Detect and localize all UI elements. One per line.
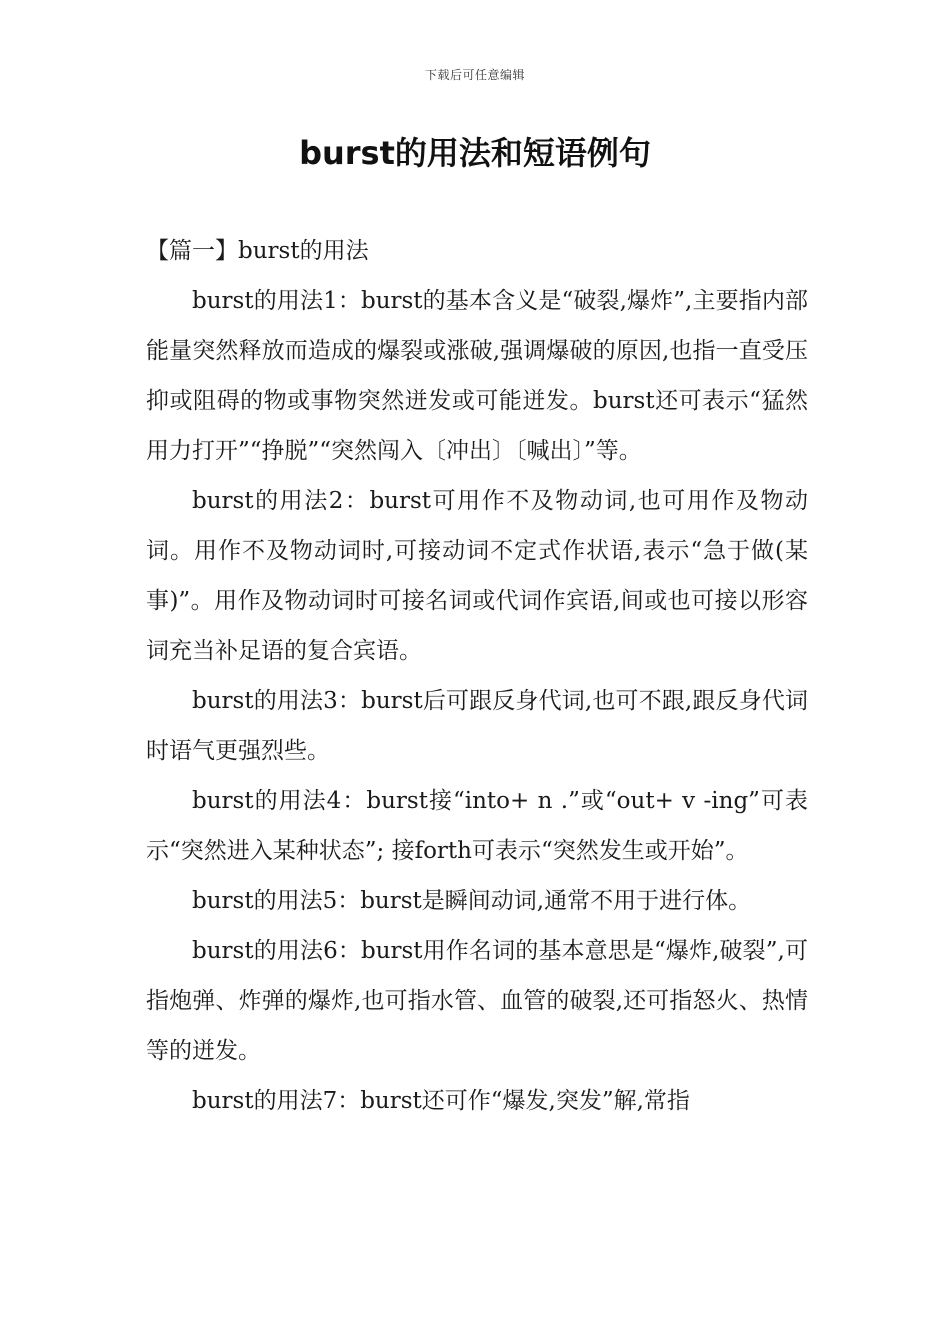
paragraph-usage-3: burst的用法3：burst后可跟反身代词,也可不跟,跟反身代词时语气更强烈些。 (146, 688, 808, 764)
section-heading: 【篇一】burst的用法 (146, 238, 369, 264)
paragraph-usage-6: burst的用法6：burst用作名词的基本意思是“爆炸,破裂”,可指炮弹、炸弹的爆炸,也可指水管、血管的破裂,还可指怒火、热情等的迸发。 (146, 938, 808, 1064)
paragraph-usage-7: burst的用法7：burst还可作“爆发,突发”解,常指 (192, 1088, 690, 1114)
header-note: 下载后可任意编辑 (424, 68, 525, 82)
document-body (146, 226, 808, 1126)
document-title: burst的用法和短语例句 (299, 134, 651, 172)
paragraph-usage-5: burst的用法5：burst是瞬间动词,通常不用于进行体。 (192, 888, 752, 914)
paragraph-usage-4: burst的用法4：burst接“into+ n .”或“out+ v -ing”可表示“突然进入某种状态”; 接forth可表示“突然发生或开始”。 (146, 788, 808, 864)
paragraph-usage-1: burst的用法1：burst的基本含义是“破裂,爆炸”,主要指内部能量突然释放而造成的爆裂或涨破,强调爆破的原因,也指一直受压抑或阻碍的物或事物突然迸发或可能迸发。burst还可表示“猛然用力打开”“挣脱”“突然闯入〔冲出〕〔喊出〕”等。 (146, 288, 808, 464)
paragraph-usage-2: burst的用法2：burst可用作不及物动词,也可用作及物动词。用作不及物动词时,可接动词不定式作状语,表示“急于做(某事)”。用作及物动词时可接名词或代词作宾语,间或也可接以形容词充当补足语的复合宾语。 (146, 488, 808, 664)
